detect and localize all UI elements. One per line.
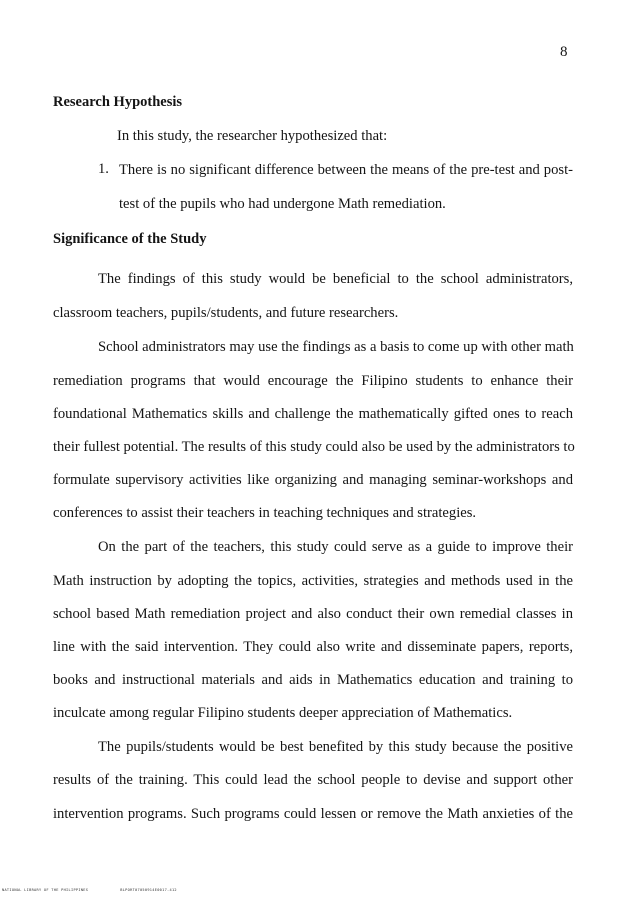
hypothesis-item-number: 1. xyxy=(98,161,109,177)
paragraph-line: conferences to assist their teachers in teaching techniques and strategies. xyxy=(53,505,477,521)
paragraph-line: their fullest potential. The results of this study could also be used by the administrators to xyxy=(53,439,575,455)
paragraph-line: foundational Mathematics skills and challenge the mathematically gifted ones to reach xyxy=(53,406,573,422)
paragraph-line: school based Math remediation project and also conduct their own remedial classes in xyxy=(53,606,573,622)
footer-code: BLPORT07050914E0017-412 xyxy=(120,888,177,892)
page-number: 8 xyxy=(560,44,568,60)
paragraph-line: Math instruction by adopting the topics, activities, strategies and methods used in the xyxy=(53,573,573,589)
paragraph-line: books and instructional materials and aids in Mathematics education and training to xyxy=(53,672,573,688)
paragraph-line: The pupils/students would be best benefited by this study because the positive xyxy=(98,739,573,755)
paragraph-line: On the part of the teachers, this study could serve as a guide to improve their xyxy=(98,539,573,555)
section-heading-significance: Significance of the Study xyxy=(53,231,207,247)
paragraph-line: School administrators may use the findings as a basis to come up with other math xyxy=(98,339,574,355)
paragraph-line: line with the said intervention. They could also write and disseminate papers, reports, xyxy=(53,639,573,655)
paragraph-line: remediation programs that would encourage the Filipino students to enhance their xyxy=(53,373,573,389)
section-heading-research-hypothesis: Research Hypothesis xyxy=(53,94,183,110)
hypothesis-item-line: test of the pupils who had undergone Math remediation. xyxy=(119,196,446,212)
hypothesis-intro: In this study, the researcher hypothesized that: xyxy=(117,128,388,144)
paragraph-line: results of the training. This could lead the school people to devise and support other xyxy=(53,772,573,788)
footer-library: NATIONAL LIBRARY OF THE PHILIPPINES xyxy=(2,888,89,892)
paragraph-line: intervention programs. Such programs could lessen or remove the Math anxieties of the xyxy=(53,806,573,822)
paragraph-line: The findings of this study would be beneficial to the school administrators, xyxy=(98,271,573,287)
paragraph-line: classroom teachers, pupils/students, and future researchers. xyxy=(53,305,399,321)
paragraph-line: formulate supervisory activities like organizing and managing seminar-workshops and xyxy=(53,472,573,488)
hypothesis-item-line: There is no significant difference between the means of the pre-test and post- xyxy=(119,162,573,178)
scan-footer xyxy=(2,888,177,892)
paragraph-line: inculcate among regular Filipino students deeper appreciation of Mathematics. xyxy=(53,705,513,721)
